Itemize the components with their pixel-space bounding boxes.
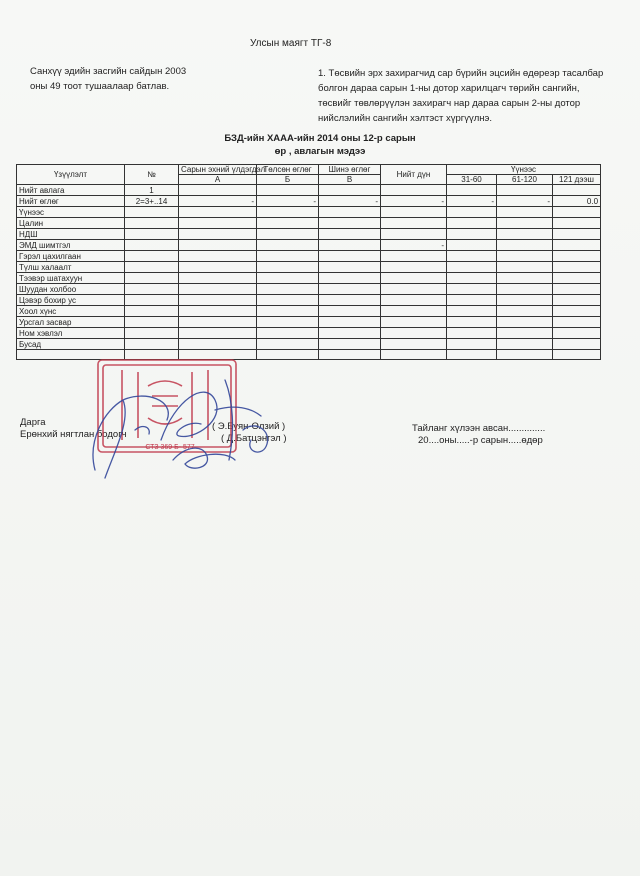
row-new xyxy=(319,207,381,218)
row-overdue-31-60 xyxy=(447,185,497,196)
row-opening-balance xyxy=(179,273,257,284)
table-row xyxy=(17,339,601,350)
row-overdue-61-120 xyxy=(497,185,553,196)
row-opening-balance xyxy=(179,240,257,251)
header-code-v: В xyxy=(319,175,381,185)
row-new xyxy=(319,262,381,273)
accountant-name: ( Д.Батцэнгэл ) xyxy=(221,433,287,444)
header-code-b: Б xyxy=(257,175,319,185)
row-overdue-61-120 xyxy=(497,306,553,317)
row-total xyxy=(381,306,447,317)
approval-note xyxy=(30,64,220,94)
empty-cell xyxy=(553,350,601,360)
row-total xyxy=(381,262,447,273)
row-label: НДШ xyxy=(17,229,125,240)
report-title-line: БЗД-ийн ХААА-ийн 2014 оны 12-р сарын xyxy=(224,133,416,144)
debt-receivable-table xyxy=(16,164,601,360)
row-total xyxy=(381,251,447,262)
table-row xyxy=(17,295,601,306)
row-label: Нийт авлага xyxy=(17,185,125,196)
row-overdue-31-60 xyxy=(447,262,497,273)
empty-cell xyxy=(447,350,497,360)
row-opening-balance xyxy=(179,207,257,218)
row-overdue-61-120 xyxy=(497,251,553,262)
row-paid xyxy=(257,218,319,229)
report-title-line: өр , авлагын мэдээ xyxy=(274,146,366,157)
row-number xyxy=(125,207,179,218)
row-new xyxy=(319,251,381,262)
row-overdue-61-120 xyxy=(497,317,553,328)
row-opening-balance xyxy=(179,262,257,273)
row-overdue-31-60 xyxy=(447,295,497,306)
submission-instruction xyxy=(318,66,614,126)
row-label: Тээвэр шатахуун xyxy=(17,273,125,284)
row-label: Шуудан холбоо xyxy=(17,284,125,295)
row-overdue-61-120 xyxy=(497,229,553,240)
row-opening-balance xyxy=(179,339,257,350)
signatory-names xyxy=(212,421,287,445)
accountant-title: Ерөнхий нягтлан бодогч xyxy=(20,429,127,440)
header-paid: Төлсөн өглөг xyxy=(257,165,319,175)
row-overdue-31-60: - xyxy=(447,196,497,207)
empty-cell xyxy=(319,350,381,360)
row-opening-balance xyxy=(179,218,257,229)
row-overdue-121-plus xyxy=(553,218,601,229)
row-opening-balance xyxy=(179,229,257,240)
form-code: Улсын маягт ТГ-8 xyxy=(250,38,332,49)
table-row xyxy=(17,240,601,251)
row-overdue-31-60 xyxy=(447,251,497,262)
empty-cell xyxy=(381,350,447,360)
row-overdue-31-60 xyxy=(447,317,497,328)
row-overdue-121-plus xyxy=(553,229,601,240)
row-overdue-121-plus xyxy=(553,207,601,218)
row-new xyxy=(319,284,381,295)
row-number xyxy=(125,306,179,317)
row-overdue-31-60 xyxy=(447,284,497,295)
row-number xyxy=(125,295,179,306)
row-paid xyxy=(257,262,319,273)
row-paid xyxy=(257,240,319,251)
table-row xyxy=(17,218,601,229)
row-new: - xyxy=(319,196,381,207)
instruction-line: нийслэлийн сангийн хэлтэст хүргүүлнэ. xyxy=(318,113,492,124)
row-overdue-121-plus xyxy=(553,328,601,339)
table-row xyxy=(17,328,601,339)
row-overdue-31-60 xyxy=(447,207,497,218)
table-row xyxy=(17,185,601,196)
row-opening-balance xyxy=(179,295,257,306)
row-label: Нийт өглөг xyxy=(17,196,125,207)
row-total xyxy=(381,273,447,284)
row-overdue-121-plus xyxy=(553,262,601,273)
row-paid xyxy=(257,251,319,262)
row-new xyxy=(319,295,381,306)
row-paid xyxy=(257,284,319,295)
header-item: Үзүүлэлт xyxy=(17,165,125,185)
row-new xyxy=(319,273,381,284)
row-number xyxy=(125,262,179,273)
row-label: Түлш халаалт xyxy=(17,262,125,273)
table-row xyxy=(17,317,601,328)
row-overdue-61-120 xyxy=(497,295,553,306)
row-overdue-61-120: - xyxy=(497,196,553,207)
receipt-block xyxy=(412,423,545,447)
row-overdue-31-60 xyxy=(447,240,497,251)
header-overdue-61-120: 61-120 xyxy=(497,175,553,185)
row-paid xyxy=(257,339,319,350)
row-label: Ном хэвлэл xyxy=(17,328,125,339)
row-number xyxy=(125,229,179,240)
table-row xyxy=(17,262,601,273)
row-overdue-121-plus xyxy=(553,185,601,196)
row-new xyxy=(319,229,381,240)
row-opening-balance xyxy=(179,328,257,339)
row-paid xyxy=(257,185,319,196)
row-overdue-31-60 xyxy=(447,328,497,339)
row-opening-balance xyxy=(179,251,257,262)
table-row xyxy=(17,207,601,218)
row-label: ЭМД шимтгэл xyxy=(17,240,125,251)
row-number xyxy=(125,339,179,350)
row-number xyxy=(125,284,179,295)
row-number xyxy=(125,251,179,262)
row-overdue-31-60 xyxy=(447,339,497,350)
row-new xyxy=(319,317,381,328)
row-overdue-121-plus xyxy=(553,317,601,328)
row-overdue-121-plus xyxy=(553,306,601,317)
empty-cell xyxy=(125,350,179,360)
row-overdue-121-plus xyxy=(553,284,601,295)
table-row xyxy=(17,284,601,295)
row-overdue-61-120 xyxy=(497,273,553,284)
row-total xyxy=(381,207,447,218)
row-overdue-31-60 xyxy=(447,306,497,317)
row-number xyxy=(125,317,179,328)
instruction-line: болгон дараа сарын 1-ны дотор харилцагч төрийн сангийн, xyxy=(318,83,580,94)
empty-cell xyxy=(497,350,553,360)
row-opening-balance xyxy=(179,306,257,317)
row-new xyxy=(319,185,381,196)
received-date-line: 20....оны.....-р сарын.....өдөр xyxy=(418,435,543,446)
row-paid xyxy=(257,328,319,339)
row-overdue-61-120 xyxy=(497,262,553,273)
instruction-line: 1. Төсвийн эрх захирагчид сар бүрийн эцсийн өдөреэр тасалбар xyxy=(318,68,604,79)
row-total xyxy=(381,185,447,196)
row-overdue-121-plus xyxy=(553,251,601,262)
row-overdue-121-plus xyxy=(553,339,601,350)
header-number: № xyxy=(125,165,179,185)
table-row xyxy=(17,273,601,284)
header-total: Нийт дүн xyxy=(381,165,447,185)
empty-cell xyxy=(17,350,125,360)
row-paid: - xyxy=(257,196,319,207)
row-opening-balance: - xyxy=(179,196,257,207)
row-total xyxy=(381,284,447,295)
row-number: 2=3+..14 xyxy=(125,196,179,207)
row-total: - xyxy=(381,240,447,251)
head-title: Дарга xyxy=(20,417,46,428)
table-row xyxy=(17,306,601,317)
header-overdue-31-60: 31-60 xyxy=(447,175,497,185)
head-name: ( Э.Буян-Өлзий ) xyxy=(212,421,286,432)
row-overdue-61-120 xyxy=(497,328,553,339)
row-new xyxy=(319,240,381,251)
table-row xyxy=(17,229,601,240)
approval-line: оны 49 тоот тушаалаар батлав. xyxy=(30,81,170,92)
row-label: Гэрэл цахилгаан xyxy=(17,251,125,262)
row-overdue-31-60 xyxy=(447,218,497,229)
row-paid xyxy=(257,306,319,317)
row-number xyxy=(125,328,179,339)
row-paid xyxy=(257,207,319,218)
row-total xyxy=(381,317,447,328)
row-label: Үүнээс xyxy=(17,207,125,218)
row-overdue-121-plus xyxy=(553,273,601,284)
header-new: Шинэ өглөг xyxy=(319,165,381,175)
row-label: Урсгал засвар xyxy=(17,317,125,328)
row-overdue-61-120 xyxy=(497,339,553,350)
row-total xyxy=(381,295,447,306)
row-number: 1 xyxy=(125,185,179,196)
row-paid xyxy=(257,273,319,284)
row-new xyxy=(319,339,381,350)
row-total xyxy=(381,339,447,350)
row-total: - xyxy=(381,196,447,207)
header-overdue: Үүнээс xyxy=(447,165,601,175)
row-overdue-31-60 xyxy=(447,229,497,240)
row-label: Бусад xyxy=(17,339,125,350)
row-label: Цалин xyxy=(17,218,125,229)
row-overdue-121-plus: 0.0 xyxy=(553,196,601,207)
empty-cell xyxy=(257,350,319,360)
row-paid xyxy=(257,317,319,328)
row-overdue-61-120 xyxy=(497,218,553,229)
empty-cell xyxy=(179,350,257,360)
row-new xyxy=(319,306,381,317)
stamp-label: СТЗ 369 Б- 577 xyxy=(145,444,195,451)
row-total xyxy=(381,229,447,240)
row-new xyxy=(319,328,381,339)
signatory-titles xyxy=(20,417,127,441)
row-paid xyxy=(257,295,319,306)
row-overdue-61-120 xyxy=(497,284,553,295)
row-total xyxy=(381,218,447,229)
table-row-empty xyxy=(17,350,601,360)
row-overdue-61-120 xyxy=(497,240,553,251)
row-overdue-121-plus xyxy=(553,240,601,251)
row-number xyxy=(125,240,179,251)
approval-line: Санхүү эдийн засгийн сайдын 2003 xyxy=(30,66,187,77)
row-paid xyxy=(257,229,319,240)
header-overdue-121-plus: 121 дээш xyxy=(553,175,601,185)
table-row xyxy=(17,251,601,262)
row-opening-balance xyxy=(179,317,257,328)
row-new xyxy=(319,218,381,229)
header-opening-balance: Сарын эхний үлдэгдэл xyxy=(179,165,257,175)
row-overdue-121-plus xyxy=(553,295,601,306)
row-number xyxy=(125,273,179,284)
row-label: Хоол хүнс xyxy=(17,306,125,317)
instruction-line: төсвийг төвлөрүүлэн захирагч нар дараа сарын 2-ны дотор xyxy=(318,98,581,109)
row-opening-balance xyxy=(179,185,257,196)
row-overdue-61-120 xyxy=(497,207,553,218)
table-row xyxy=(17,196,601,207)
row-number xyxy=(125,218,179,229)
row-opening-balance xyxy=(179,284,257,295)
report-title xyxy=(0,132,640,158)
row-label: Цэвэр бохир ус xyxy=(17,295,125,306)
header-code-a: А xyxy=(179,175,257,185)
row-overdue-31-60 xyxy=(447,273,497,284)
row-total xyxy=(381,328,447,339)
received-line: Тайланг хүлээн авсан.............. xyxy=(412,423,546,434)
